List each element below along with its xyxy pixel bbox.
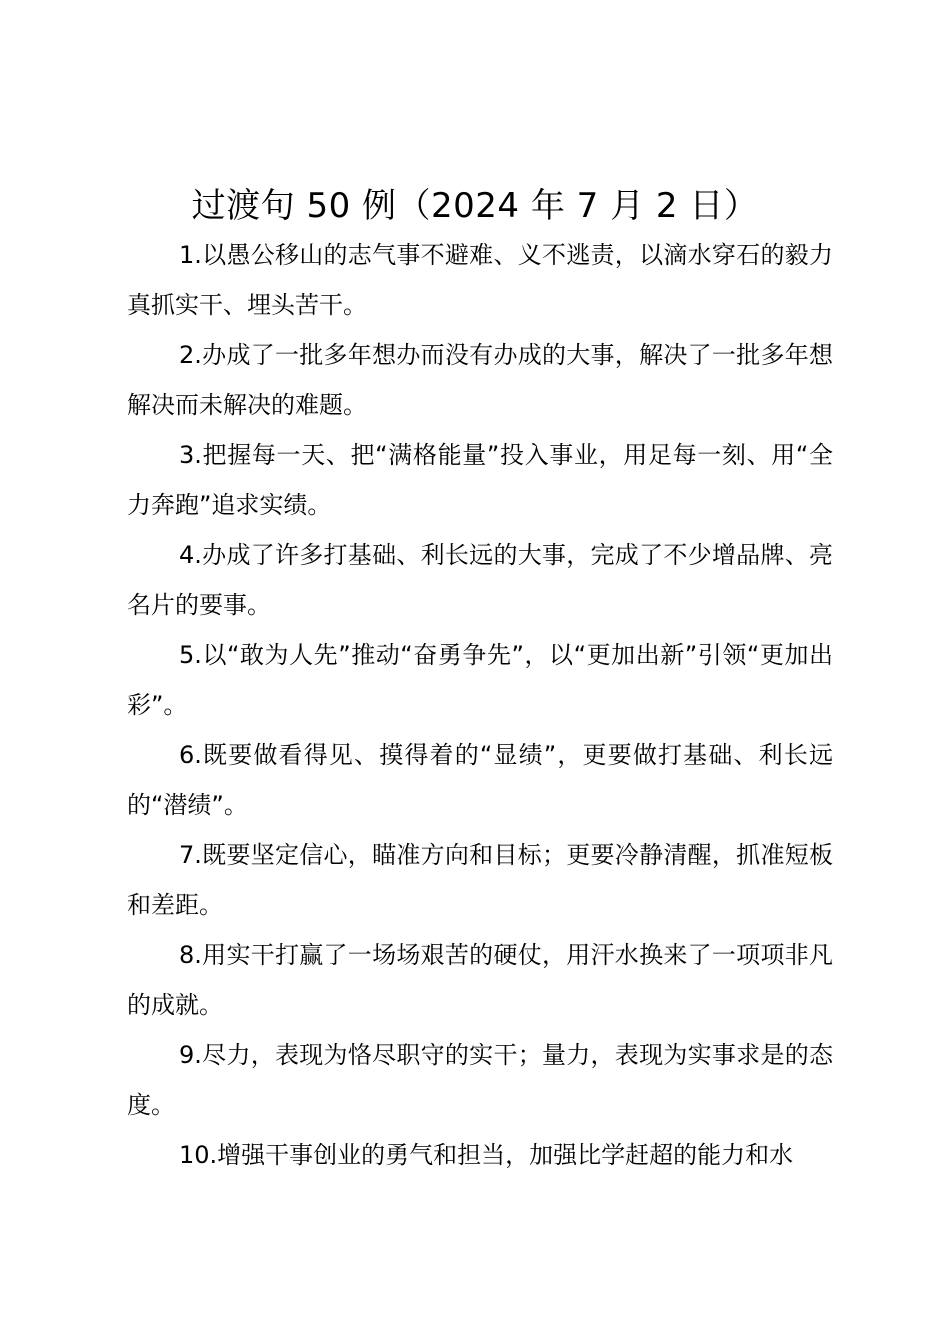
paragraph-8: 8.用实干打赢了一场场艰苦的硬仗，用汗水换来了一项项非凡的成就。 xyxy=(127,941,833,1019)
paragraph-1: 1.以愚公移山的志气事不避难、义不逃责，以滴水穿石的毅力真抓实干、埋头苦干。 xyxy=(127,241,833,319)
paragraph-10: 10.增强干事创业的勇气和担当，加强比学赶超的能力和水 xyxy=(179,1141,794,1169)
paragraph-3: 3.把握每一天、把“满格能量”投入事业，用足每一刻、用“全力奔跑”追求实绩。 xyxy=(127,441,833,519)
paragraph-7: 7.既要坚定信心，瞄准方向和目标；更要冷静清醒，抓准短板和差距。 xyxy=(127,841,833,919)
paragraph-6: 6.既要做看得见、摸得着的“显绩”，更要做打基础、利长远的“潜绩”。 xyxy=(127,741,833,819)
paragraph-5: 5.以“敢为人先”推动“奋勇争先”，以“更加出新”引领“更加出彩”。 xyxy=(127,641,833,719)
document-title: 过渡句 50 例（2024 年 7 月 2 日） xyxy=(191,186,759,226)
paragraph-4: 4.办成了许多打基础、利长远的大事，完成了不少增品牌、亮名片的要事。 xyxy=(127,541,833,619)
document-body xyxy=(127,230,833,1180)
paragraph-2: 2.办成了一批多年想办而没有办成的大事，解决了一批多年想解决而未解决的难题。 xyxy=(127,341,833,419)
paragraph-9: 9.尽力，表现为恪尽职守的实干；量力，表现为实事求是的态度。 xyxy=(127,1041,833,1119)
